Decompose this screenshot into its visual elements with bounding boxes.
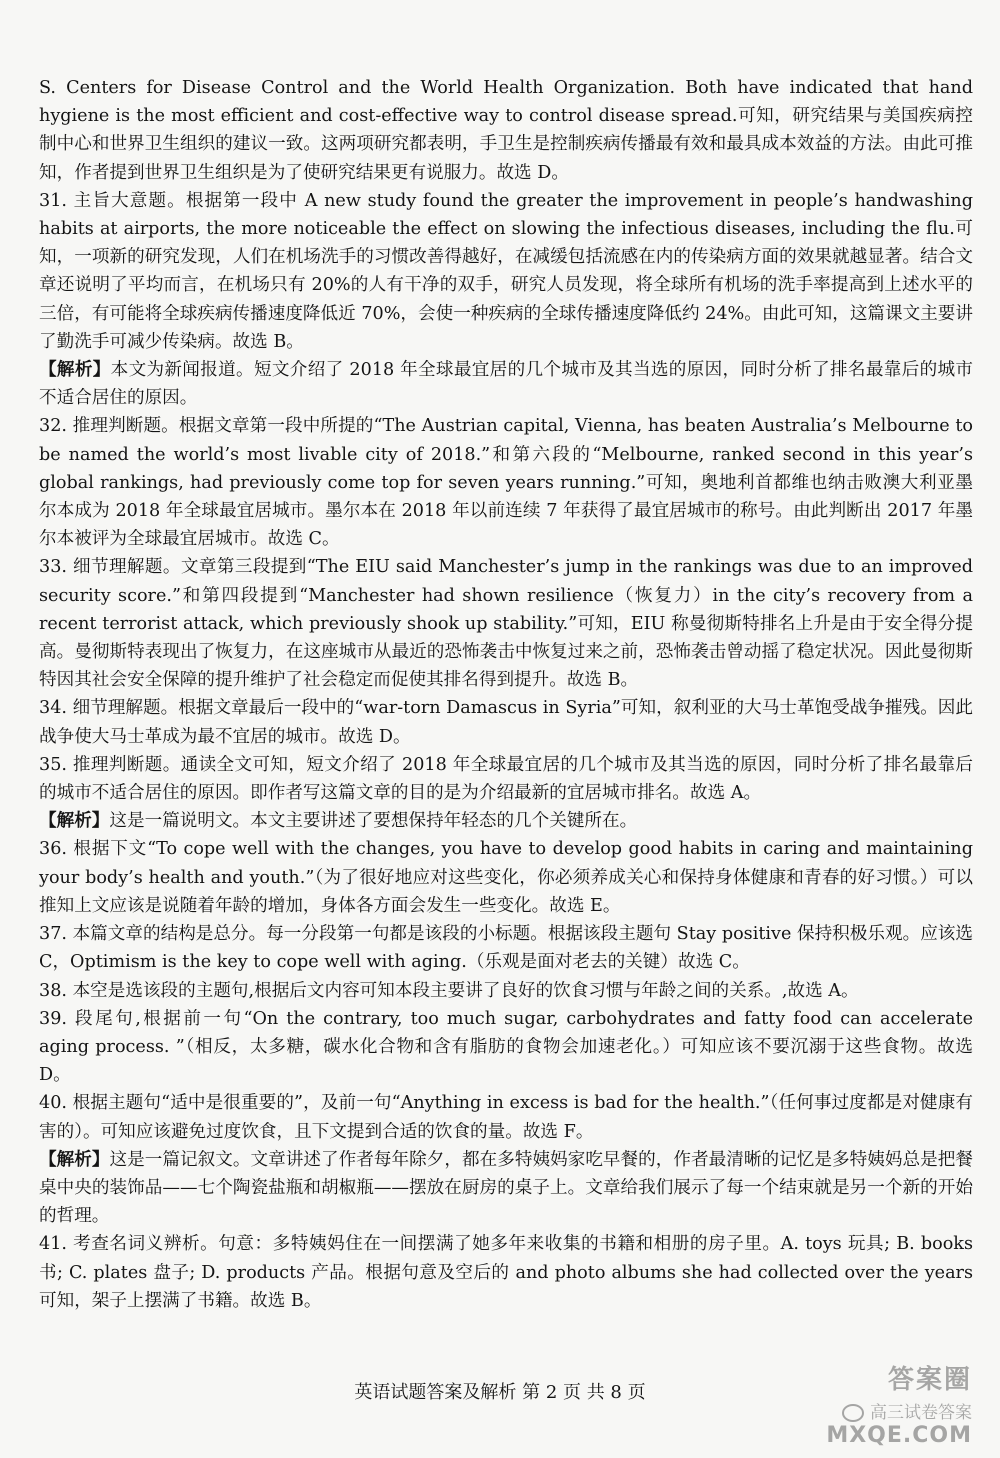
paragraph-text: 37. 本篇文章的结构是总分。每一分段第一句都是该段的小标题。根据该段主题句 Stay positive 保持积极乐观。应该选 C，Optimism is the key to cope well with aging.（乐观是面对老去的关键）故选 C。 (39, 924, 973, 973)
paragraph-text: 39. 段尾句,根据前一句“On the contrary, too much sugar, carbohydrates and fatty food can accelerate aging process. ”（相反，太多糖，碳水化合物和含有脂肪的食物会加速老化。）可知应该不要沉溺于这些食物。故选 D。 (39, 1008, 973, 1086)
answer-paragraph (39, 553, 973, 694)
answer-paragraph (39, 835, 973, 920)
paragraph-text: 36. 根据下文“To cope well with the changes, you have to develop good habits in caring and maintaining your body’s health and youth.”（为了很好地应对这些变化，你必须养成关心和保持身体健康和青春的好习惯。）可以推知上文应该是说随着年龄的增加，身体各方面会发生一些变化。故选 E。 (39, 839, 973, 916)
paragraph-text: 41. 考查名词义辨析。句意：多特姨妈住在一间摆满了她多年来收集的书籍和相册的房子里。A. toys 玩具; B. books 书; C. plates 盘子; D. products 产品。根据句意及空后的 and photo albums she had collected over the years 可知，架子上摆满了书籍。故选 B。 (39, 1234, 973, 1311)
paragraph-text: S. Centers for Disease Control and the World Health Organization. Both have indicated that hand hygiene is the most efficient and cost-effective way to control disease spread.可知，研究结果与美国疾病控制中心和世界卫生组织的建议一致。这两项研究都表明，手卫生是控制疾病传播最有效和最具成本效益的方法。由此可推知，作者提到世界卫生组织是为了使研究结果更有说服力。故选 D。 (39, 78, 973, 183)
answer-paragraph (39, 694, 973, 750)
answer-paragraph (39, 1005, 973, 1090)
watermark-account-name: 高三试卷答案 (870, 1403, 972, 1423)
answer-paragraph (39, 187, 973, 356)
analysis-tag: 【解析】 (39, 810, 110, 832)
answer-paragraph (39, 1089, 973, 1145)
analysis-tag: 【解析】 (39, 359, 111, 381)
answer-paragraph (39, 751, 973, 807)
paragraph-text: 38. 本空是选该段的主题句,根据后文内容可知本段主要讲了良好的饮食习惯与年龄之间的关系。,故选 A。 (39, 980, 859, 1001)
paragraph-text: 31. 主旨大意题。根据第一段中 A new study found the greater the improvement in people’s handwashing habits at airports, the more noticeable the effect on slowing the infectious diseases, including the flu.可知，一项新的研究发现，人们在机场洗手的习惯改善得越好，在减缓包括流感在内的传染病方面的效果就越显著。结合文章还说明了平均而言，在机场只有 20%的人有干净的双手，研究人员发现，将全球所有机场的洗手率提高到上述水平的三倍，有可能将全球疾病传播速度降低近 70%，会使一种疾病的全球传播速度降低约 24%。由此可知，这篇课文主要讲了勤洗手可减少传染病。故选 B。 (39, 190, 973, 352)
wechat-icon (842, 1404, 864, 1422)
watermark-account (826, 1398, 972, 1423)
answer-paragraph (39, 807, 973, 835)
answer-text-body (39, 74, 973, 1315)
paragraph-text: 40. 根据主题句“适中是很重要的”，及前一句“Anything in excess is bad for the health.”（任何事过度都是对健康有害的）。可知应该避免过度饮食，且下文提到合适的饮食的量。故选 F。 (39, 1093, 973, 1142)
answer-paragraph (39, 356, 973, 412)
paragraph-text: 本文为新闻报道。短文介绍了 2018 年全球最宜居的几个城市及其当选的原因，同时分析了排名最靠后的城市不适合居住的原因。 (39, 360, 973, 409)
answer-paragraph (39, 412, 973, 553)
paragraph-text: 35. 推理判断题。通读全文可知，短文介绍了 2018 年全球最宜居的几个城市及其当选的原因，同时分析了排名最靠后的城市不适合居住的原因。即作者写这篇文章的目的是为介绍最新的宜居城市排名。故选 A。 (39, 754, 973, 804)
site-watermark (826, 1359, 972, 1448)
answer-paragraph (39, 74, 973, 187)
answer-paragraph (39, 977, 973, 1005)
watermark-logo-text: 答案圈 (887, 1365, 972, 1395)
paragraph-text: 34. 细节理解题。根据文章最后一段中的“war-torn Damascus in Syria”可知，叙利亚的大马士革饱受战争摧残。因此战争使大马士革成为最不宜居的城市。故选 D。 (39, 698, 973, 747)
answer-paragraph (39, 1146, 973, 1231)
paragraph-text: 32. 推理判断题。根据文章第一段中所提的“The Austrian capital, Vienna, has beaten Australia’s Melbourne to be named the world’s most livable city of 2018.”和第六段的“Melbourne, ranked second in this year’s global rankings, had previously come top for seven years running.”可知，奥地利首都维也纳击败澳大利亚墨尔本成为 2018 年全球最宜居城市。墨尔本在 2018 年以前连续 7 年获得了最宜居城市的称号。由此判断出 2017 年墨尔本被评为全球最宜居城市。故选 C。 (39, 416, 973, 550)
paragraph-text: 这是一篇记叙文。文章讲述了作者每年除夕，都在多特姨妈家吃早餐的，作者最清晰的记忆是多特姨妈总是把餐桌中央的装饰品——七个陶瓷盐瓶和胡椒瓶——摆放在厨房的桌子上。文章给我们展示了每一个结束就是另一个新的开始的哲理。 (39, 1149, 973, 1227)
paragraph-text: 33. 细节理解题。文章第三段提到“The EIU said Manchester’s jump in the rankings was due to an improved security score.”和第四段提到“Manchester had shown resilience（恢复力）in the city’s recovery from a recent terrorist attack, which previously shook up stability.”可知，EIU 称曼彻斯特排名上升是由于安全得分提高。曼彻斯特表现出了恢复力，在这座城市从最近的恐怖袭击中恢复过来之前，恐怖袭击曾动摇了稳定状况。因此曼彻斯特因其社会安全保障的提升维护了社会稳定而促使其排名得到提升。故选 B。 (39, 557, 973, 691)
page-footer: 英语试题答案及解析 第 2 页 共 8 页 (354, 1382, 646, 1403)
analysis-tag: 【解析】 (39, 1148, 110, 1170)
answer-paragraph (39, 920, 973, 976)
answer-paragraph (39, 1230, 973, 1315)
paragraph-text: 这是一篇说明文。本文主要讲述了要想保持年轻态的几个关键所在。 (109, 811, 638, 832)
watermark-domain: MXQE.COM (826, 1423, 972, 1448)
